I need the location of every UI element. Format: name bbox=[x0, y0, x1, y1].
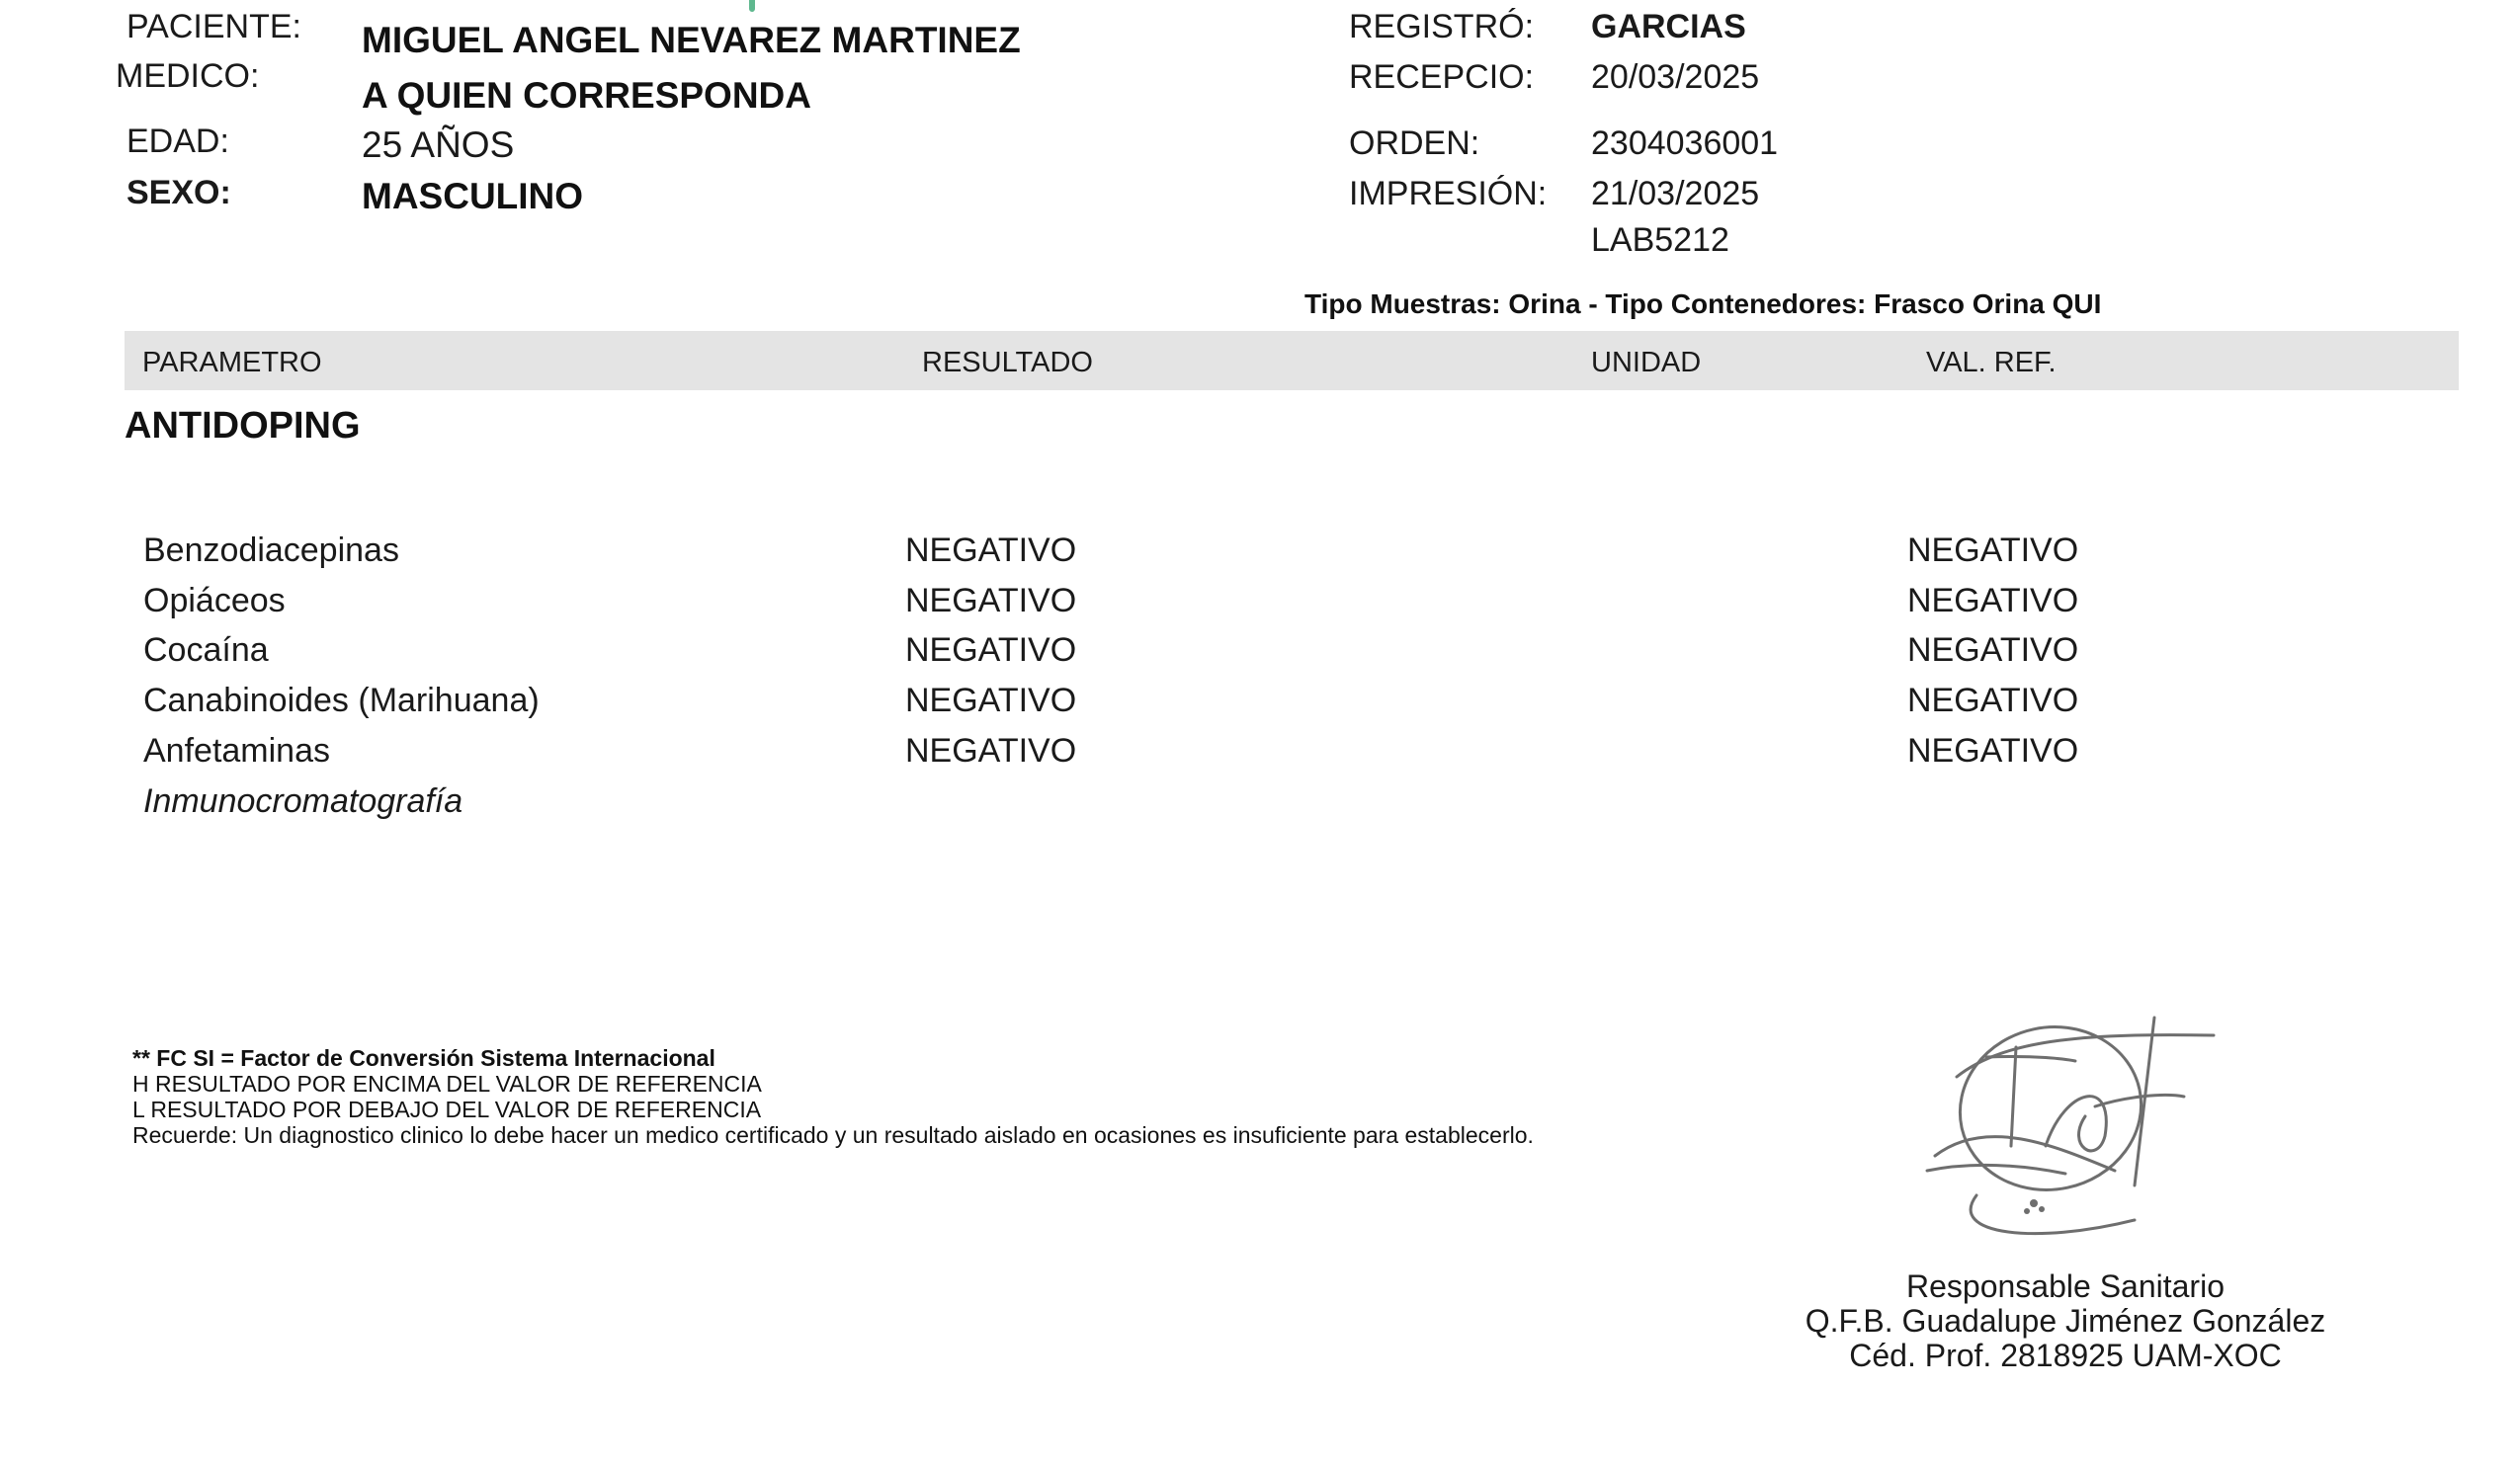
sample-info: Tipo Muestras: Orina - Tipo Contenedores: Frasco Orina QUI bbox=[1304, 288, 2102, 319]
row-parametro: Cocaína bbox=[143, 631, 269, 669]
medico-label: MEDICO: bbox=[116, 57, 260, 95]
row-parametro: Opiáceos bbox=[143, 582, 286, 619]
section-title: ANTIDOPING bbox=[125, 405, 361, 447]
logo-fragment bbox=[749, 0, 755, 12]
row-resultado: NEGATIVO bbox=[905, 631, 1077, 669]
row-resultado: NEGATIVO bbox=[905, 531, 1077, 569]
note-h: H RESULTADO POR ENCIMA DEL VALOR DE REFERENCIA bbox=[132, 1071, 762, 1097]
row-parametro: Benzodiacepinas bbox=[143, 531, 399, 569]
table-header bbox=[125, 331, 2459, 390]
note-l: L RESULTADO POR DEBAJO DEL VALOR DE REFERENCIA bbox=[132, 1097, 762, 1122]
impresion-value: 21/03/2025 bbox=[1591, 175, 1760, 212]
recepcio-label: RECEPCIO: bbox=[1349, 58, 1535, 96]
header-parametro: PARAMETRO bbox=[142, 347, 322, 378]
method-note: Inmunocromatografía bbox=[143, 782, 463, 820]
row-val-ref: NEGATIVO bbox=[1907, 732, 2079, 770]
signature-title: Responsable Sanitario bbox=[1906, 1268, 2225, 1304]
row-resultado: NEGATIVO bbox=[905, 732, 1077, 770]
signature-license: Céd. Prof. 2818925 UAM-XOC bbox=[1849, 1338, 2282, 1373]
row-parametro: Canabinoides (Marihuana) bbox=[143, 682, 540, 719]
header-unidad: UNIDAD bbox=[1591, 347, 1702, 378]
header-resultado: RESULTADO bbox=[922, 347, 1093, 378]
lab-code: LAB5212 bbox=[1591, 221, 1729, 259]
recepcio-value: 20/03/2025 bbox=[1591, 58, 1760, 96]
sexo-value: MASCULINO bbox=[362, 176, 584, 216]
note-recuerde: Recuerde: Un diagnostico clinico lo debe hacer un medico certificado y un resultado aislado en ocasiones es insuficiente para establecerlo. bbox=[132, 1122, 1534, 1148]
impresion-label: IMPRESIÓN: bbox=[1349, 175, 1548, 212]
signature-drawing bbox=[1917, 998, 2243, 1265]
sexo-label: SEXO: bbox=[126, 174, 231, 211]
medico-value: A QUIEN CORRESPONDA bbox=[362, 75, 812, 116]
note-fc-si: ** FC SI = Factor de Conversión Sistema Internacional bbox=[132, 1045, 715, 1071]
header-val-ref: VAL. REF. bbox=[1926, 347, 2057, 378]
paciente-value: MIGUEL ANGEL NEVAREZ MARTINEZ bbox=[362, 20, 1021, 60]
edad-label: EDAD: bbox=[126, 122, 229, 160]
signature-name: Q.F.B. Guadalupe Jiménez González bbox=[1805, 1303, 2326, 1339]
row-val-ref: NEGATIVO bbox=[1907, 631, 2079, 669]
registro-label: REGISTRÓ: bbox=[1349, 8, 1535, 45]
row-val-ref: NEGATIVO bbox=[1907, 682, 2079, 719]
row-resultado: NEGATIVO bbox=[905, 582, 1077, 619]
paciente-label: PACIENTE: bbox=[126, 8, 301, 45]
orden-value: 2304036001 bbox=[1591, 124, 1779, 162]
edad-value: 25 AÑOS bbox=[362, 124, 515, 165]
row-val-ref: NEGATIVO bbox=[1907, 582, 2079, 619]
registro-value: GARCIAS bbox=[1591, 8, 1746, 45]
orden-label: ORDEN: bbox=[1349, 124, 1480, 162]
row-resultado: NEGATIVO bbox=[905, 682, 1077, 719]
row-parametro: Anfetaminas bbox=[143, 732, 330, 770]
row-val-ref: NEGATIVO bbox=[1907, 531, 2079, 569]
